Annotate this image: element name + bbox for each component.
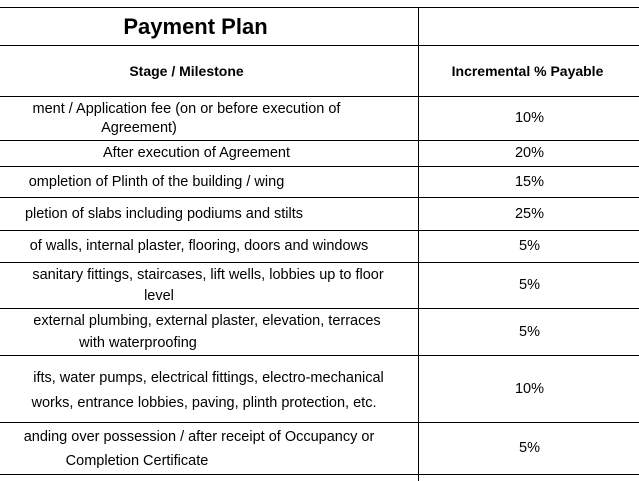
stage-line: Agreement) (101, 120, 177, 136)
table-row (0, 140, 639, 166)
stage-cell (0, 141, 418, 166)
partial-cell (418, 475, 639, 481)
stage-cell (0, 423, 418, 474)
stage-line: ifts, water pumps, electrical fittings, electro-mechanical (33, 370, 384, 386)
stage-cell (0, 356, 418, 422)
stage-cell (0, 198, 418, 230)
payable-value: 5% (519, 440, 540, 456)
payable-cell (418, 423, 639, 474)
stage-line: Completion Certificate (65, 453, 209, 469)
payable-cell (418, 97, 639, 140)
stage-line: with waterproofing (79, 335, 197, 351)
payable-cell (418, 356, 639, 422)
page-title: Payment Plan (123, 13, 268, 39)
header-stage: Stage / Milestone (129, 63, 244, 79)
header-payable: Incremental % Payable (451, 63, 604, 79)
stage-cell (0, 97, 418, 140)
stage-cell (0, 231, 418, 262)
stage-line: After execution of Agreement (103, 145, 290, 161)
stage-line: pletion of slabs including podiums and stilts (24, 206, 304, 222)
payable-value: 25% (514, 205, 545, 222)
stage-line: sanitary fittings, staircases, lift wells, lobbies up to floor (32, 267, 384, 283)
table-row (0, 96, 639, 140)
stage-line: level (144, 288, 174, 304)
title-cell (0, 8, 418, 45)
payable-cell (418, 167, 639, 197)
stage-line: ompletion of Plinth of the building / wing (28, 174, 285, 190)
table-row (0, 422, 639, 474)
table-row (0, 355, 639, 422)
payable-value: 10% (514, 380, 545, 397)
stage-line: anding over possession / after receipt of Occupancy or (23, 429, 375, 445)
header-row (0, 45, 639, 96)
table-row (0, 262, 639, 308)
payable-cell (418, 231, 639, 262)
stage-cell (0, 309, 418, 355)
payable-value: 15% (514, 173, 545, 190)
table-row (0, 197, 639, 230)
stage-line: works, entrance lobbies, paving, plinth protection, etc. (31, 395, 377, 411)
payable-value: 5% (519, 323, 540, 340)
stage-line: ment / Application fee (on or before execution of (32, 101, 341, 117)
payable-value: 5% (519, 277, 540, 293)
payable-cell (418, 309, 639, 355)
table-row (0, 166, 639, 197)
stage-line: external plumbing, external plaster, elevation, terraces (33, 313, 381, 329)
header-stage-cell (0, 46, 418, 96)
payable-cell (418, 263, 639, 308)
stage-cell (0, 263, 418, 308)
table-row (0, 230, 639, 262)
header-payable-cell (418, 46, 639, 96)
payable-value: 20% (514, 145, 545, 161)
payable-cell (418, 198, 639, 230)
title-row (0, 7, 639, 45)
table-row (0, 308, 639, 355)
payable-value: 5% (519, 238, 540, 254)
payable-cell (418, 141, 639, 166)
title-empty-cell (418, 8, 639, 45)
stage-line: of walls, internal plaster, flooring, doors and windows (29, 238, 369, 254)
payable-value: 10% (514, 110, 545, 126)
stage-cell (0, 167, 418, 197)
